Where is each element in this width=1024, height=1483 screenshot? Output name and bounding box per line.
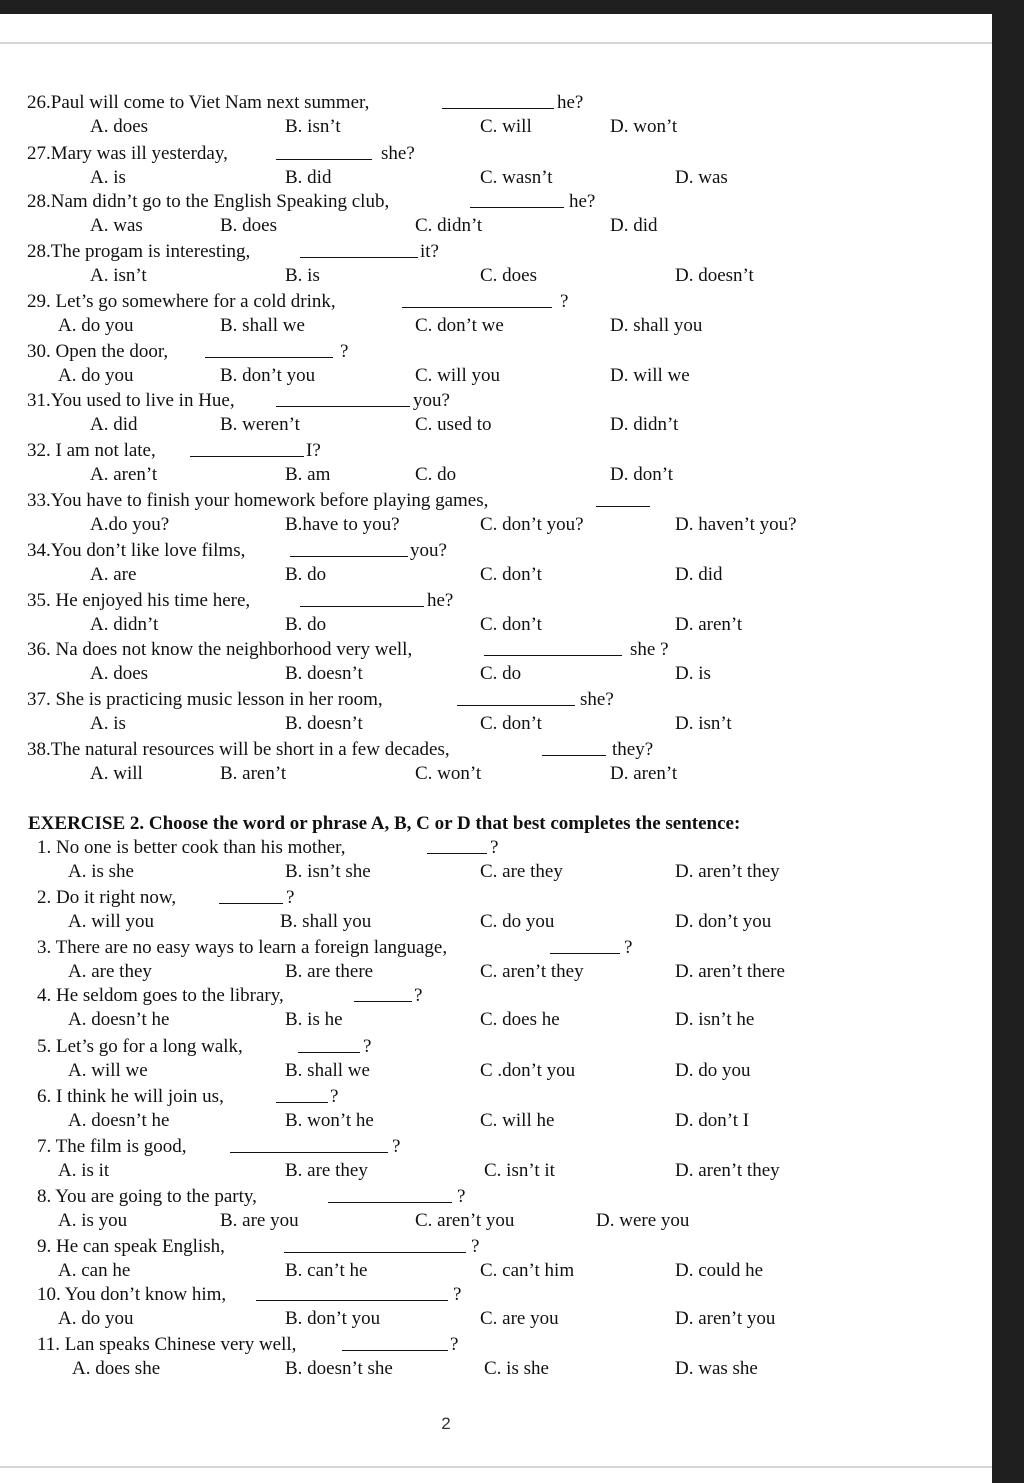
question-stem: 33.You have to finish your homework before playing games, [27,490,489,511]
answer-option-b: B. don’t you [285,1308,381,1329]
answer-option-d: D. was she [675,1358,758,1379]
question-stem: 34.You don’t like love films, [27,540,246,561]
answer-option-b: B. aren’t [220,763,287,784]
question-stem: 27.Mary was ill yesterday, [27,143,228,164]
answer-option-a: A. is [90,167,126,188]
question-item [0,241,992,291]
answer-option-a: A. will [90,763,143,784]
answer-blank [342,1334,448,1351]
question-tag-end: ? [453,1284,462,1305]
question-stem: 30. Open the door, [27,341,169,362]
question-item [0,1334,992,1384]
answer-option-a: A. isn’t [90,265,147,286]
answer-option-d: D. was [675,167,728,188]
answer-option-d: D. shall you [610,315,703,336]
question-tag-end: you? [410,540,447,561]
answer-option-d: D. didn’t [610,414,679,435]
answer-blank [328,1186,452,1203]
answer-option-d: D. will we [610,365,690,386]
answer-option-c: C. used to [415,414,492,435]
answer-blank [290,540,408,557]
answer-blank [276,1086,328,1103]
answer-option-a: A. aren’t [90,464,158,485]
question-tag-end: she? [381,143,415,164]
answer-option-d: D. aren’t they [675,1160,780,1181]
question-tag-end: ? [471,1236,480,1257]
answer-blank [442,92,554,109]
answer-option-c: C. is she [484,1358,549,1379]
question-stem: 9. He can speak English, [37,1236,225,1257]
question-item [0,739,992,789]
answer-option-b: B. am [285,464,331,485]
answer-option-b: B. weren’t [220,414,300,435]
answer-option-b: B. did [285,167,332,188]
answer-option-c: C. aren’t you [415,1210,515,1231]
question-item [0,390,992,440]
question-tag-end: ? [414,985,423,1006]
answer-option-d: D. won’t [610,116,678,137]
question-stem: 29. Let’s go somewhere for a cold drink, [27,291,336,312]
question-stem: 37. She is practicing music lesson in her room, [27,689,383,710]
answer-option-a: A. doesn’t he [68,1009,170,1030]
question-tag-end: ? [340,341,349,362]
question-tag-end: ? [457,1186,466,1207]
question-tag-end: ? [490,837,499,858]
answer-option-b: B. is he [285,1009,343,1030]
question-item [0,1284,992,1334]
window-right-bar [992,0,1024,1483]
answer-option-c: C. do [480,663,522,684]
question-tag-end: she? [580,689,614,710]
question-item [0,887,992,937]
answer-option-d: D. aren’t you [675,1308,776,1329]
answer-blank [298,1036,360,1053]
answer-option-d: D. don’t [610,464,673,485]
question-tag-end: you? [413,390,450,411]
answer-option-c: C. can’t him [480,1260,575,1281]
question-item [0,1186,992,1236]
question-stem: 10. You don’t know him, [37,1284,227,1305]
answer-option-b: B. doesn’t she [285,1358,393,1379]
answer-option-a: A. doesn’t he [68,1110,170,1131]
answer-option-a: A. are [90,564,137,585]
answer-option-a: A.do you? [90,514,170,535]
answer-option-a: A. do you [58,1308,134,1329]
answer-blank [256,1284,448,1301]
answer-option-d: D. isn’t he [675,1009,755,1030]
answer-option-a: A. are they [68,961,152,982]
answer-blank [484,639,622,656]
question-item [0,937,992,987]
answer-option-a: A. do you [58,365,134,386]
question-tag-end: it? [420,241,439,262]
answer-blank [219,887,283,904]
answer-option-b: B. does [220,215,277,236]
question-tag-end: ? [330,1086,339,1107]
answer-blank [596,490,650,507]
question-tag-end: I? [306,440,321,461]
question-tag-end: they? [612,739,654,760]
answer-option-a: A. was [90,215,143,236]
answer-option-c: C. aren’t they [480,961,584,982]
answer-option-a: A. is it [58,1160,110,1181]
answer-option-b: B. do [285,564,327,585]
answer-option-c: C. does he [480,1009,560,1030]
question-item [0,1086,992,1136]
question-item [0,1136,992,1186]
answer-option-c: C. do [415,464,457,485]
bottom-rule [0,1466,992,1468]
answer-option-a: A. does [90,116,149,137]
answer-option-a: A. did [90,414,138,435]
answer-option-b: B. shall we [220,315,305,336]
answer-blank [457,689,575,706]
answer-option-d: D. were you [596,1210,690,1231]
question-stem: 1. No one is better cook than his mother, [37,837,346,858]
answer-option-a: A. can he [58,1260,131,1281]
question-stem: 8. You are going to the party, [37,1186,257,1207]
question-item [0,440,992,490]
question-tag-end: ? [392,1136,401,1157]
question-stem: 4. He seldom goes to the library, [37,985,284,1006]
answer-option-a: A. will we [68,1060,148,1081]
question-item [0,143,992,193]
answer-option-b: B. isn’t she [285,861,371,882]
answer-option-d: D. do you [675,1060,751,1081]
window-top-bar [0,0,1024,14]
question-stem: 3. There are no easy ways to learn a foreign language, [37,937,448,958]
question-item [0,191,992,241]
answer-option-a: A. does she [72,1358,161,1379]
answer-option-a: A. does [90,663,149,684]
answer-option-d: D. doesn’t [675,265,754,286]
answer-blank [190,440,304,457]
question-item [0,490,992,540]
question-stem: 35. He enjoyed his time here, [27,590,251,611]
answer-option-b: B. is [285,265,320,286]
question-stem: 5. Let’s go for a long walk, [37,1036,243,1057]
question-item [0,689,992,739]
answer-option-a: A. will you [68,911,155,932]
question-item [0,92,992,142]
question-stem: 2. Do it right now, [37,887,177,908]
question-tag-end: ? [363,1036,372,1057]
answer-option-d: D. aren’t [610,763,678,784]
answer-option-d: D. did [675,564,723,585]
question-stem: 11. Lan speaks Chinese very well, [37,1334,297,1355]
answer-blank [470,191,564,208]
answer-option-b: B. shall you [280,911,372,932]
answer-option-c: C. don’t we [415,315,504,336]
answer-option-c: C. do you [480,911,555,932]
answer-blank [276,143,372,160]
question-tag-end: ? [286,887,295,908]
answer-option-b: B.have to you? [285,514,400,535]
answer-option-d: D. aren’t there [675,961,785,982]
answer-option-b: B. shall we [285,1060,370,1081]
question-item [0,540,992,590]
answer-option-c: C. don’t [480,713,542,734]
answer-blank [284,1236,466,1253]
answer-blank [354,985,412,1002]
answer-option-b: B. are you [220,1210,299,1231]
top-rule [0,42,992,44]
answer-option-c: C. does [480,265,537,286]
answer-option-a: A. do you [58,315,134,336]
question-item [0,590,992,640]
answer-option-b: B. doesn’t [285,713,363,734]
answer-option-d: D. isn’t [675,713,732,734]
question-tag-end: ? [450,1334,459,1355]
answer-option-c: C. are they [480,861,563,882]
exercise-2-heading: EXERCISE 2. Choose the word or phrase A, B, C or D that best completes the sentence: [28,813,741,834]
answer-option-c: C. will he [480,1110,555,1131]
question-stem: 6. I think he will join us, [37,1086,224,1107]
answer-blank [550,937,620,954]
question-item [0,639,992,689]
question-item [0,291,992,341]
answer-option-b: B. won’t he [285,1110,374,1131]
answer-blank [205,341,333,358]
answer-option-d: D. aren’t [675,614,743,635]
question-tag-end: she ? [630,639,669,660]
question-stem: 7. The film is good, [37,1136,187,1157]
question-stem: 36. Na does not know the neighborhood very well, [27,639,413,660]
answer-option-b: B. are they [285,1160,368,1181]
answer-option-c: C. wasn’t [480,167,553,188]
question-stem: 26.Paul will come to Viet Nam next summer, [27,92,370,113]
answer-option-d: D. aren’t they [675,861,780,882]
question-tag-end: ? [560,291,569,312]
question-tag-end: ? [624,937,633,958]
question-stem: 31.You used to live in Hue, [27,390,235,411]
answer-option-a: A. is you [58,1210,128,1231]
answer-option-d: D. did [610,215,658,236]
answer-option-d: D. don’t you [675,911,772,932]
answer-option-b: B. are there [285,961,374,982]
page-number: 2 [441,1414,451,1433]
answer-option-a: A. is [90,713,126,734]
question-item [0,985,992,1035]
answer-option-a: A. is she [68,861,134,882]
answer-blank [300,590,424,607]
answer-option-b: B. can’t he [285,1260,368,1281]
answer-option-c: C. will [480,116,532,137]
question-stem: 38.The natural resources will be short in a few decades, [27,739,450,760]
answer-blank [542,739,606,756]
answer-blank [427,837,487,854]
question-stem: 28.The progam is interesting, [27,241,251,262]
answer-option-b: B. doesn’t [285,663,363,684]
answer-option-c: C. don’t you? [480,514,584,535]
answer-option-b: B. do [285,614,327,635]
question-item [0,341,992,391]
question-tag-end: he? [569,191,596,212]
answer-option-c: C .don’t you [480,1060,576,1081]
answer-blank [276,390,410,407]
answer-option-c: C. are you [480,1308,559,1329]
answer-option-c: C. don’t [480,564,542,585]
answer-option-c: C. won’t [415,763,482,784]
question-item [0,837,992,887]
question-tag-end: he? [557,92,584,113]
answer-blank [402,291,552,308]
answer-option-d: D. could he [675,1260,764,1281]
answer-option-c: C. isn’t it [484,1160,555,1181]
answer-option-d: D. is [675,663,711,684]
question-item [0,1036,992,1086]
answer-option-c: C. didn’t [415,215,483,236]
question-item [0,1236,992,1286]
answer-option-b: B. don’t you [220,365,316,386]
question-tag-end: he? [427,590,454,611]
answer-blank [230,1136,388,1153]
answer-option-c: C. will you [415,365,500,386]
answer-option-d: D. haven’t you? [675,514,797,535]
question-stem: 32. I am not late, [27,440,156,461]
question-stem: 28.Nam didn’t go to the English Speaking club, [27,191,390,212]
answer-option-d: D. don’t I [675,1110,750,1131]
answer-blank [300,241,418,258]
answer-option-b: B. isn’t [285,116,341,137]
answer-option-a: A. didn’t [90,614,159,635]
answer-option-c: C. don’t [480,614,542,635]
